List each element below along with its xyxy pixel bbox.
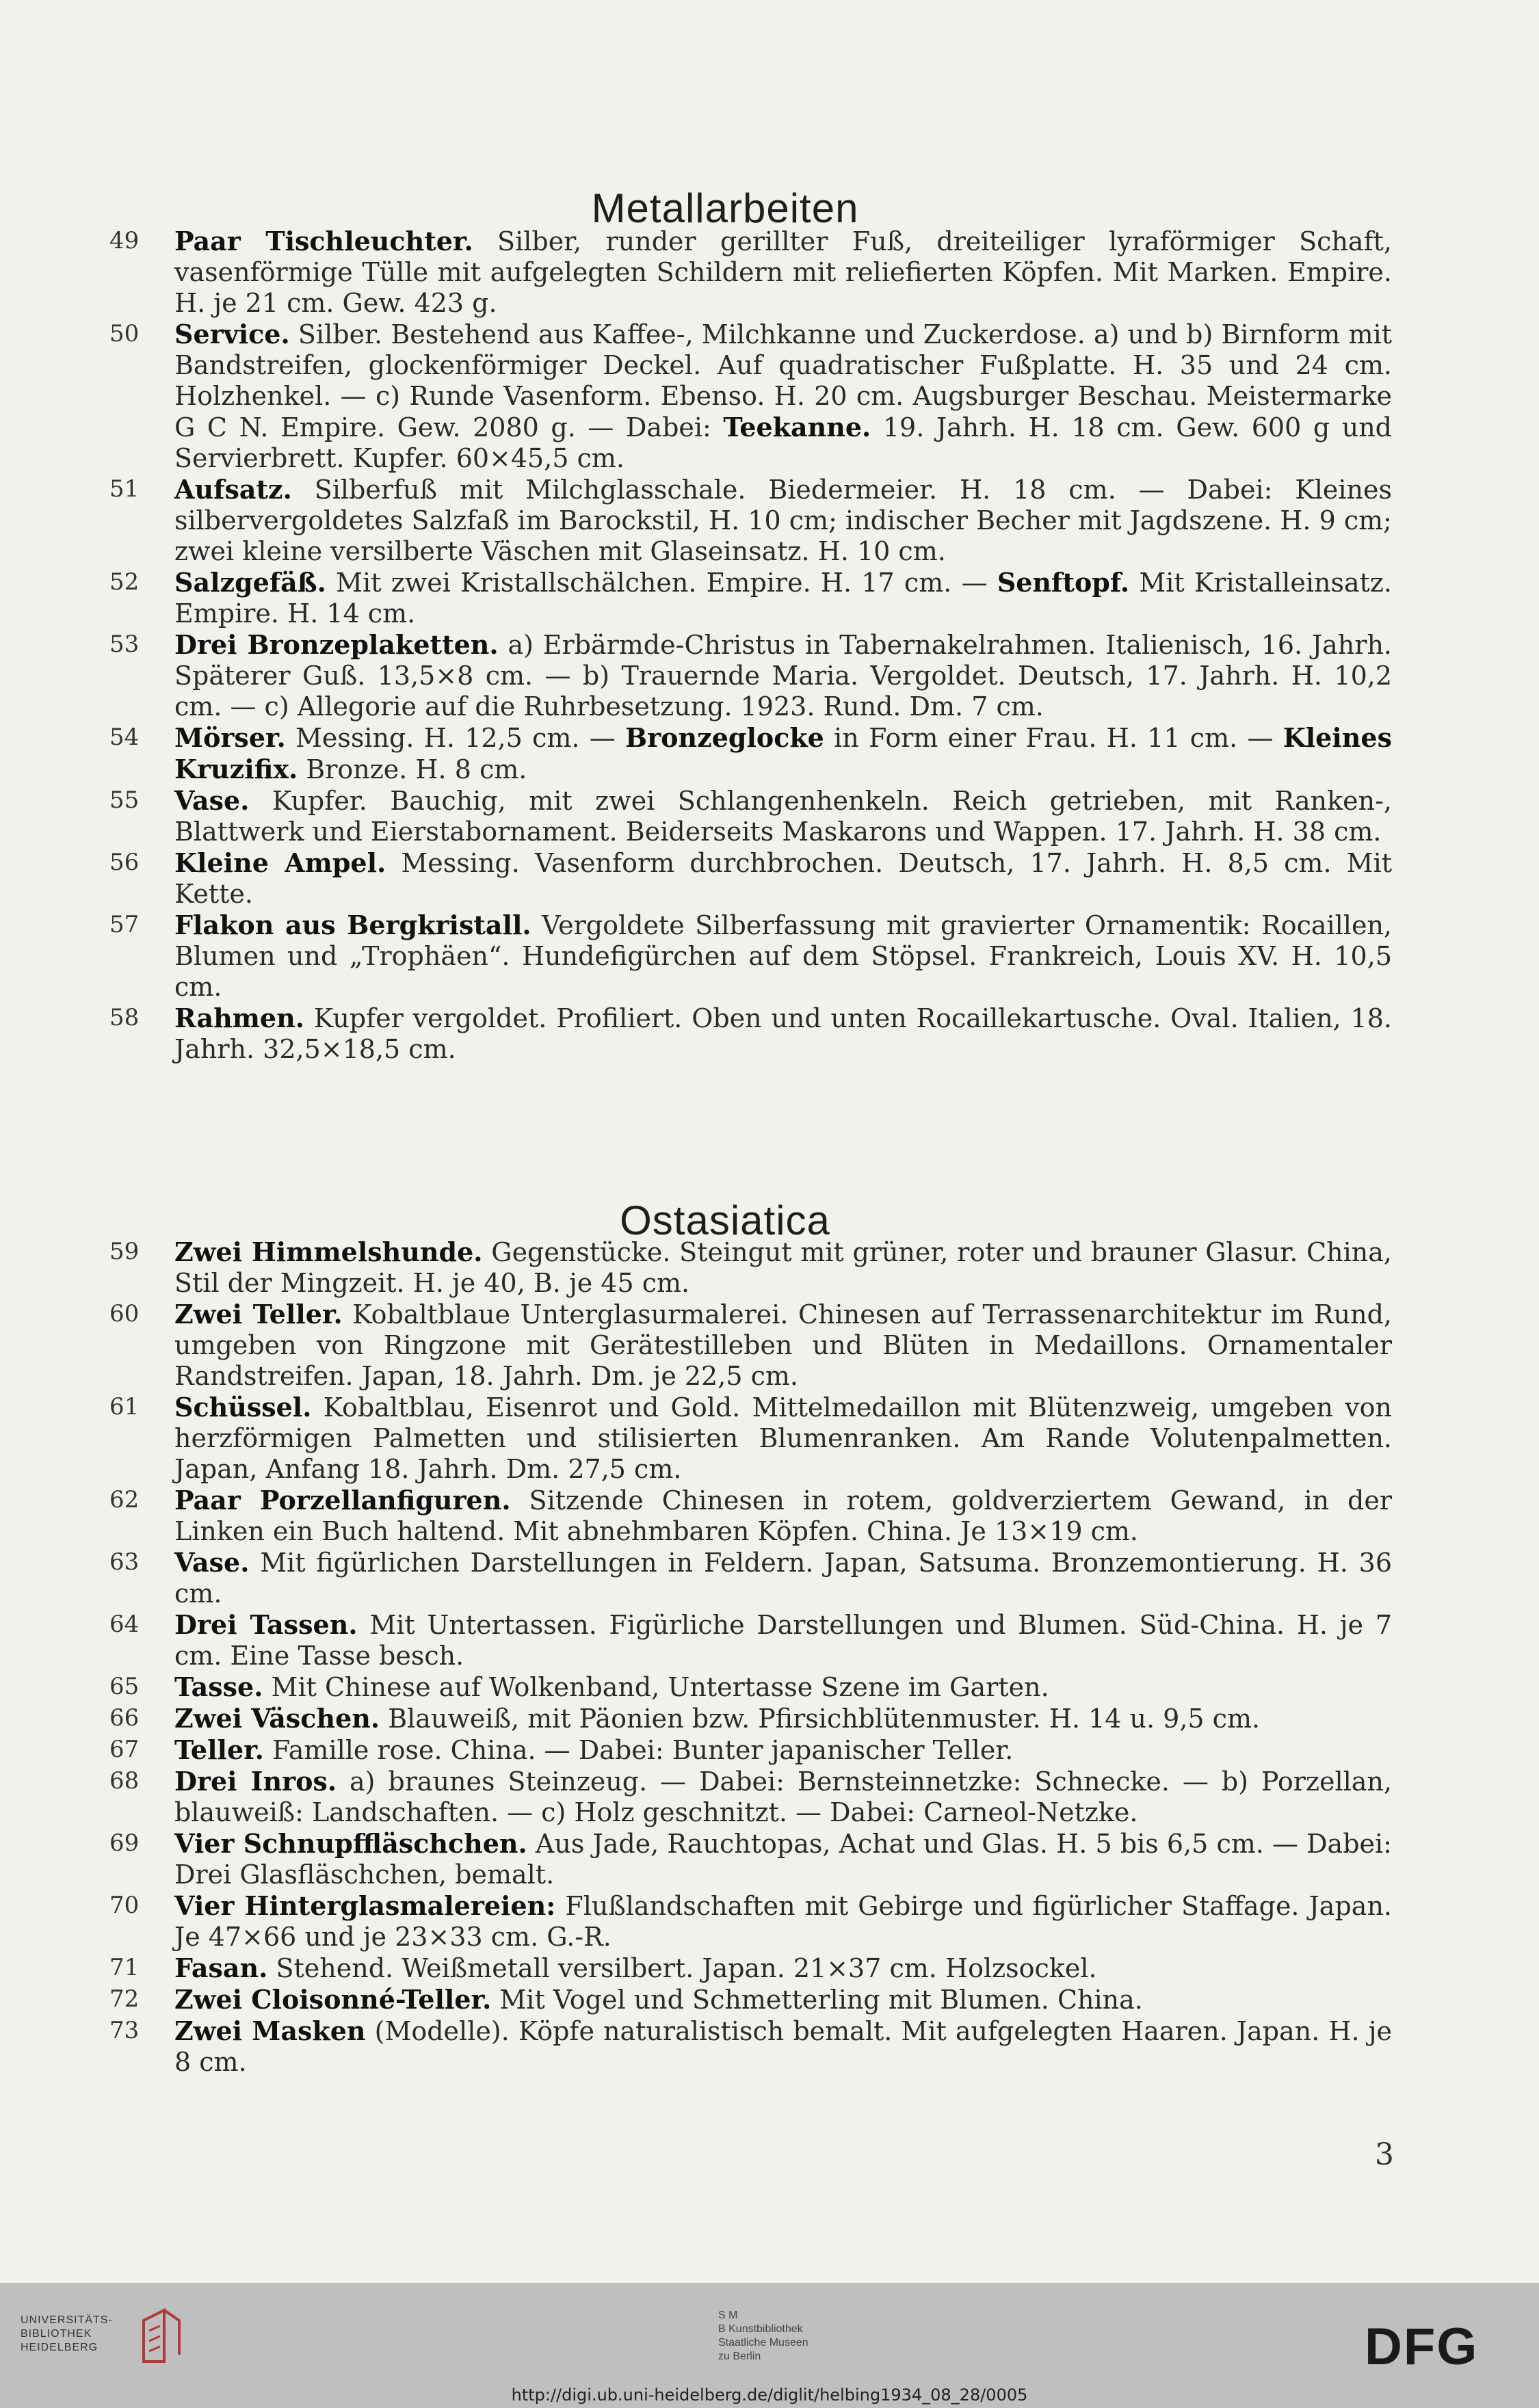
- lot-number: 50: [109, 320, 140, 347]
- lot-description: [174, 1984, 1392, 2015]
- lot-title: Vier Hinterglasmalereien:: [174, 1890, 556, 1921]
- lot-text: Kupfer. Bauchig, mit zwei Schlangenhenkeln. Reich getrieben, mit Ranken-, Blattwerk und Eierstabornament. Beiderseits Maskarons und Wappen. 17. Jahrh. H. 38 cm.: [174, 786, 1392, 847]
- lot-text: Silberfuß mit Milchglasschale. Biedermeier. H. 18 cm. — Dabei: Kleines silbervergoldetes Salzfaß im Barockstil, H. 10 cm; indischer Becher mit Jagdszene. H. 9 cm; zwei kleine versilberte Väschen mit Glaseinsatz. H. 10 cm.: [174, 475, 1392, 566]
- lot-title: Paar Porzellanfiguren.: [174, 1485, 511, 1516]
- lot-number: 51: [109, 475, 140, 503]
- lot-text: Mit Vogel und Schmetterling mit Blumen. China.: [491, 1985, 1143, 2015]
- catalog-entry: [0, 2015, 1539, 2078]
- lot-description: [174, 1671, 1392, 1703]
- lot-title: Kleine Ampel.: [174, 847, 386, 878]
- lot-title: Service.: [174, 319, 290, 349]
- lot-number: 65: [109, 1673, 140, 1700]
- catalog-entry: [0, 910, 1539, 1003]
- lot-title: Flakon aus Bergkristall.: [174, 910, 531, 940]
- lot-title: Rahmen.: [174, 1003, 304, 1033]
- catalog-entry: [0, 847, 1539, 910]
- lot-text: Mit Chinese auf Wolkenband, Untertasse Szene im Garten.: [263, 1672, 1049, 1702]
- catalog-entry: [0, 1984, 1539, 2015]
- lot-number: 69: [109, 1829, 140, 1857]
- lot-number: 52: [109, 568, 140, 596]
- catalog-entry: [0, 1734, 1539, 1766]
- lot-title: Senftopf.: [997, 567, 1130, 598]
- lot-number: 67: [109, 1736, 140, 1763]
- lot-description: [174, 2015, 1392, 2078]
- catalog-entry: [0, 474, 1539, 567]
- lot-description: [174, 226, 1392, 319]
- lot-title: Zwei Himmelshunde.: [174, 1236, 483, 1267]
- lot-description: [174, 1236, 1392, 1299]
- lot-title: Zwei Väschen.: [174, 1703, 380, 1734]
- lot-text: Silber, runder gerillter Fuß, dreiteiliger lyraförmiger Schaft, vasenförmige Tülle mit aufgelegten Schildern mit reliefierten Köpfen. Mit Marken. Empire. H. je 21 cm. Gew. 423 g.: [174, 226, 1392, 318]
- catalog-entry: [0, 1953, 1539, 1984]
- lot-text: Messing. Vasenform durchbrochen. Deutsch, 17. Jahrh. H. 8,5 cm. Mit Kette.: [174, 848, 1392, 909]
- lot-text: Vergoldete Silberfassung mit gravierter Ornamentik: Rocaillen, Blumen und „Trophäen“. Hundefigürchen auf dem Stöpsel. Frankreich, Louis XV. H. 10,5 cm.: [174, 910, 1393, 1002]
- lot-number: 60: [109, 1300, 140, 1327]
- lot-text: Sitzende Chinesen in rotem, goldverziertem Gewand, in der Linken ein Buch haltend. Mit abnehmbaren Köpfen. China. Je 13×19 cm.: [174, 1485, 1392, 1546]
- lot-description: [174, 1703, 1392, 1734]
- catalog-entry: [0, 785, 1539, 847]
- lot-text: Mit Kristalleinsatz. Empire. H. 14 cm.: [174, 568, 1392, 629]
- catalog-entry: [0, 629, 1539, 722]
- dfg-logo: DFG: [1365, 2318, 1479, 2376]
- lot-number: 68: [109, 1767, 140, 1795]
- lot-description: [174, 319, 1392, 474]
- lot-number: 66: [109, 1704, 140, 1732]
- lot-description: [174, 1485, 1392, 1547]
- catalog-entry: [0, 1485, 1539, 1547]
- lot-text: Mit zwei Kristallschälchen. Empire. H. 17 cm. —: [326, 568, 997, 598]
- lot-text: (Modelle). Köpfe naturalistisch bemalt. Mit aufgelegten Haaren. Japan. H. je 8 cm.: [174, 2016, 1392, 2077]
- lot-title: Paar Tischleuchter.: [174, 226, 473, 256]
- section-heading-ostasiatica: Ostasiatica: [620, 1198, 830, 1244]
- lot-description: [174, 474, 1392, 567]
- section-heading-metallarbeiten: Metallarbeiten: [591, 185, 859, 232]
- lot-text: a) Erbärmde-Christus in Tabernakelrahmen. Italienisch, 16. Jahrh. Späterer Guß. 13,5×8 cm. — b) Trauernde Maria. Vergoldet. Deutsch, 17. Jahrh. H. 10,2 cm. — c) Allegorie auf die Ruhrbesetzung. 1923. Rund. Dm. 7 cm.: [174, 630, 1392, 722]
- lot-text: Aus Jade, Rauchtopas, Achat und Glas. H. 5 bis 6,5 cm. — Dabei: Drei Glasfläschchen, bemalt.: [174, 1829, 1392, 1890]
- lot-number: 62: [109, 1486, 140, 1513]
- lot-number: 56: [109, 849, 140, 876]
- lot-title: Vier Schnupffläschchen.: [174, 1828, 527, 1859]
- lot-number: 54: [109, 724, 140, 751]
- catalog-entry: [0, 722, 1539, 785]
- lot-number: 63: [109, 1548, 140, 1576]
- lot-title: Teekanne.: [723, 412, 871, 442]
- lot-number: 58: [109, 1004, 140, 1031]
- source-url[interactable]: http://digi.ub.uni-heidelberg.de/diglit/helbing1934_08_28/0005: [511, 2385, 1028, 2405]
- university-library-name: UNIVERSITÄTS- BIBLIOTHEK HEIDELBERG: [21, 2314, 113, 2353]
- lot-description: [174, 1003, 1392, 1065]
- lot-text: a) braunes Steinzeug. — Dabei: Bernsteinnetzke: Schnecke. — b) Porzellan, blauweiß: Landschaften. — c) Holz geschnitzt. — Dabei: Carneol-Netzke.: [174, 1767, 1392, 1827]
- lot-title: Drei Tassen.: [174, 1609, 358, 1640]
- catalog-entry: [0, 1547, 1539, 1609]
- lot-number: 55: [109, 786, 140, 814]
- lot-title: Vase.: [174, 785, 250, 816]
- lot-title: Salzgefäß.: [174, 567, 326, 598]
- lot-text: Kobaltblau, Eisenrot und Gold. Mittelmedaillon mit Blütenzweig, umgeben von herzförmigen Palmetten und stilisierten Blumenranken. Am Rande Volutenpalmetten. Japan, Anfang 18. Jahrh. Dm. 27,5 cm.: [174, 1392, 1392, 1484]
- catalog-entry: [0, 1236, 1539, 1299]
- lot-description: [174, 1299, 1392, 1392]
- lot-description: [174, 567, 1392, 629]
- lot-number: 61: [109, 1393, 140, 1420]
- lot-title: Bronzeglocke: [625, 722, 824, 753]
- digitization-footer: [0, 2283, 1539, 2408]
- library-emblem-icon: [137, 2307, 185, 2368]
- lot-title: Tasse.: [174, 1671, 263, 1702]
- lot-title: Drei Bronzeplaketten.: [174, 629, 499, 660]
- lot-text: Flußlandschaften mit Gebirge und figürlicher Staffage. Japan. Je 47×66 und je 23×33 cm. G.-R.: [174, 1891, 1392, 1952]
- lot-text: Bronze. H. 8 cm.: [298, 754, 527, 784]
- lot-text: Messing. H. 12,5 cm. —: [285, 723, 625, 753]
- lot-title: Schüssel.: [174, 1392, 312, 1423]
- lot-title: Mörser.: [174, 722, 286, 753]
- lot-text: Famille rose. China. — Dabei: Bunter japanischer Teller.: [263, 1735, 1014, 1765]
- lot-number: 72: [109, 1985, 140, 2013]
- lot-description: [174, 1766, 1392, 1828]
- lot-description: [174, 722, 1392, 785]
- section-entries-ostasiatica: [0, 1236, 1539, 2078]
- page-number: 3: [1375, 2137, 1394, 2172]
- lot-number: 53: [109, 631, 140, 658]
- lot-description: [174, 1953, 1392, 1984]
- lot-title: Zwei Masken: [174, 2015, 366, 2046]
- lot-title: Teller.: [174, 1734, 264, 1765]
- catalog-entry: [0, 1003, 1539, 1065]
- lot-number: 71: [109, 1954, 140, 1981]
- catalog-entry: [0, 1671, 1539, 1703]
- lot-number: 73: [109, 2017, 140, 2044]
- lot-text: Mit Untertassen. Figürliche Darstellungen und Blumen. Süd-China. H. je 7 cm. Eine Tasse besch.: [174, 1610, 1392, 1671]
- lot-title: Aufsatz.: [174, 474, 292, 505]
- catalog-entry: [0, 1828, 1539, 1890]
- lot-number: 70: [109, 1892, 140, 1919]
- lot-description: [174, 1547, 1392, 1609]
- catalog-entry: [0, 567, 1539, 629]
- lot-description: [174, 1392, 1392, 1485]
- lot-title: Kleines Kruzifix.: [174, 722, 1392, 784]
- lot-description: [174, 910, 1392, 1003]
- catalog-entry: [0, 1299, 1539, 1392]
- lot-title: Fasan.: [174, 1953, 268, 1983]
- catalog-entry: [0, 1890, 1539, 1953]
- lot-description: [174, 1828, 1392, 1890]
- lot-description: [174, 785, 1392, 847]
- lot-title: Vase.: [174, 1547, 250, 1578]
- lot-text: 19. Jahrh. H. 18 cm. Gew. 600 g und Servierbrett. Kupfer. 60×45,5 cm.: [174, 412, 1392, 473]
- section-entries-metallarbeiten: [0, 226, 1539, 1065]
- lot-text: Kobaltblaue Unterglasurmalerei. Chinesen auf Terrassenarchitektur im Rund, umgeben von Ringzone mit Gerätestilleben und Blüten in Medaillons. Ornamentaler Randstreifen. Japan, 18. Jahrh. Dm. je 22,5 cm.: [174, 1299, 1392, 1391]
- catalog-entry: [0, 319, 1539, 474]
- catalog-entry: [0, 226, 1539, 319]
- catalog-entry: [0, 1766, 1539, 1828]
- lot-title: Zwei Teller.: [174, 1299, 343, 1329]
- lot-description: [174, 847, 1392, 910]
- catalog-entry: [0, 1609, 1539, 1671]
- lot-text: Silber. Bestehend aus Kaffee-, Milchkanne und Zuckerdose. a) und b) Birnform mit Bandstreifen, glockenförmiger Deckel. Auf quadratischer Fußplatte. H. 35 und 24 cm. Holzhenkel. — c) Runde Vasenform. Ebenso. H. 20 cm. Augsburger Beschau. Meistermarke G C N. Empire. Gew. 2080 g. — Dabei:: [174, 319, 1392, 442]
- lot-description: [174, 629, 1392, 722]
- lot-description: [174, 1734, 1392, 1766]
- catalog-entry: [0, 1392, 1539, 1485]
- lot-title: Drei Inros.: [174, 1766, 337, 1797]
- lot-text: Stehend. Weißmetall versilbert. Japan. 21×37 cm. Holzsockel.: [267, 1953, 1097, 1983]
- museum-stamp: S M B Kunstbibliothek Staatliche Museen zu Berlin: [718, 2310, 808, 2362]
- lot-number: 64: [109, 1611, 140, 1638]
- lot-number: 59: [109, 1238, 140, 1265]
- lot-title: Zwei Cloisonné-Teller.: [174, 1984, 492, 2015]
- lot-text: Kupfer vergoldet. Profiliert. Oben und unten Rocaillekartusche. Oval. Italien, 18. Jahrh. 32,5×18,5 cm.: [174, 1003, 1392, 1064]
- lot-text: in Form einer Frau. H. 11 cm. —: [824, 723, 1283, 753]
- lot-text: Blauweiß, mit Päonien bzw. Pfirsichblütenmuster. H. 14 u. 9,5 cm.: [380, 1704, 1261, 1734]
- lot-number: 57: [109, 911, 140, 938]
- university-library-logo: [21, 2307, 198, 2382]
- lot-text: Gegenstücke. Steingut mit grüner, roter und brauner Glasur. China, Stil der Mingzeit. H. je 40, B. je 45 cm.: [174, 1237, 1392, 1298]
- lot-description: [174, 1890, 1392, 1953]
- lot-description: [174, 1609, 1392, 1671]
- catalog-entry: [0, 1703, 1539, 1734]
- lot-number: 49: [109, 227, 140, 254]
- lot-text: Mit figürlichen Darstellungen in Feldern. Japan, Satsuma. Bronzemontierung. H. 36 cm.: [174, 1548, 1392, 1609]
